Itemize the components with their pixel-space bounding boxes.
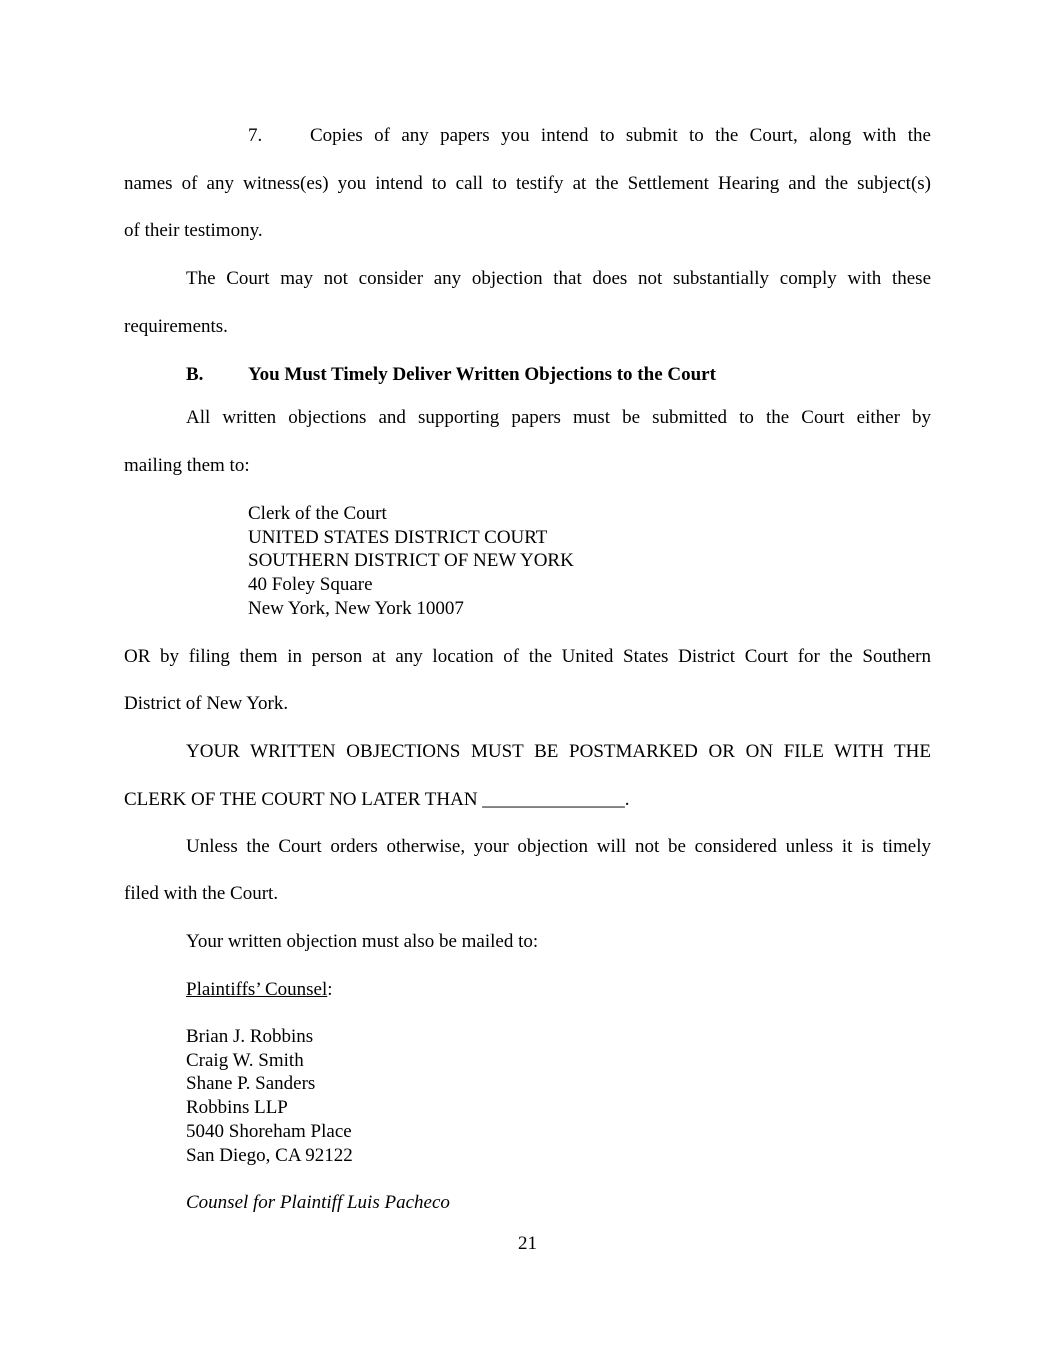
deadline-line-1: YOUR WRITTEN OBJECTIONS MUST BE POSTMARKED OR ON FILE WITH THE xyxy=(186,741,931,762)
item-7-line-1: Copies of any papers you intend to submit to the Court, along with the xyxy=(310,125,931,146)
mail-also-text: Your written objection must also be mailed to: xyxy=(186,931,539,952)
court-address-line: 40 Foley Square xyxy=(248,574,373,595)
timely-line-1: Unless the Court orders otherwise, your objection will not be considered unless it is timely xyxy=(186,836,931,857)
timely-line-2: filed with the Court. xyxy=(124,883,279,904)
counsel-address-line: Robbins LLP xyxy=(186,1097,288,1118)
section-b-heading: You Must Timely Deliver Written Objections to the Court xyxy=(248,364,716,385)
item-7-number: 7. xyxy=(248,125,263,146)
plaintiffs-counsel-label: Plaintiffs’ Counsel xyxy=(186,979,328,1000)
section-b-letter: B. xyxy=(186,364,204,385)
counsel-address-line: Shane P. Sanders xyxy=(186,1073,316,1094)
in-person-line-2: District of New York. xyxy=(124,693,289,714)
counsel-address-line: Craig W. Smith xyxy=(186,1050,304,1071)
court-address-line: SOUTHERN DISTRICT OF NEW YORK xyxy=(248,550,574,571)
counsel-address-line: 5040 Shoreham Place xyxy=(186,1121,352,1142)
counsel-address-line: Brian J. Robbins xyxy=(186,1026,314,1047)
plaintiffs-counsel-colon: : xyxy=(327,979,333,1000)
compliance-line-2: requirements. xyxy=(124,316,228,337)
page-number: 21 xyxy=(518,1233,537,1254)
counsel-address-line: San Diego, CA 92122 xyxy=(186,1145,353,1166)
item-7-line-3: of their testimony. xyxy=(124,220,263,241)
submission-line-2: mailing them to: xyxy=(124,455,250,476)
submission-line-1: All written objections and supporting papers must be submitted to the Court either by xyxy=(186,407,931,428)
in-person-line-1: OR by filing them in person at any location of the United States District Court for the Southern xyxy=(124,646,931,667)
compliance-line-1: The Court may not consider any objection that does not substantially comply with these xyxy=(186,268,931,289)
court-address-line: Clerk of the Court xyxy=(248,503,387,524)
item-7-line-2: names of any witness(es) you intend to call to testify at the Settlement Hearing and the subject(s) xyxy=(124,173,931,194)
plaintiffs-counsel-heading xyxy=(186,978,333,1002)
deadline-line-2: CLERK OF THE COURT NO LATER THAN _______________. xyxy=(124,789,630,810)
court-address-line: UNITED STATES DISTRICT COURT xyxy=(248,527,548,548)
court-address-line: New York, New York 10007 xyxy=(248,598,464,619)
counsel-role: Counsel for Plaintiff Luis Pacheco xyxy=(186,1192,450,1213)
